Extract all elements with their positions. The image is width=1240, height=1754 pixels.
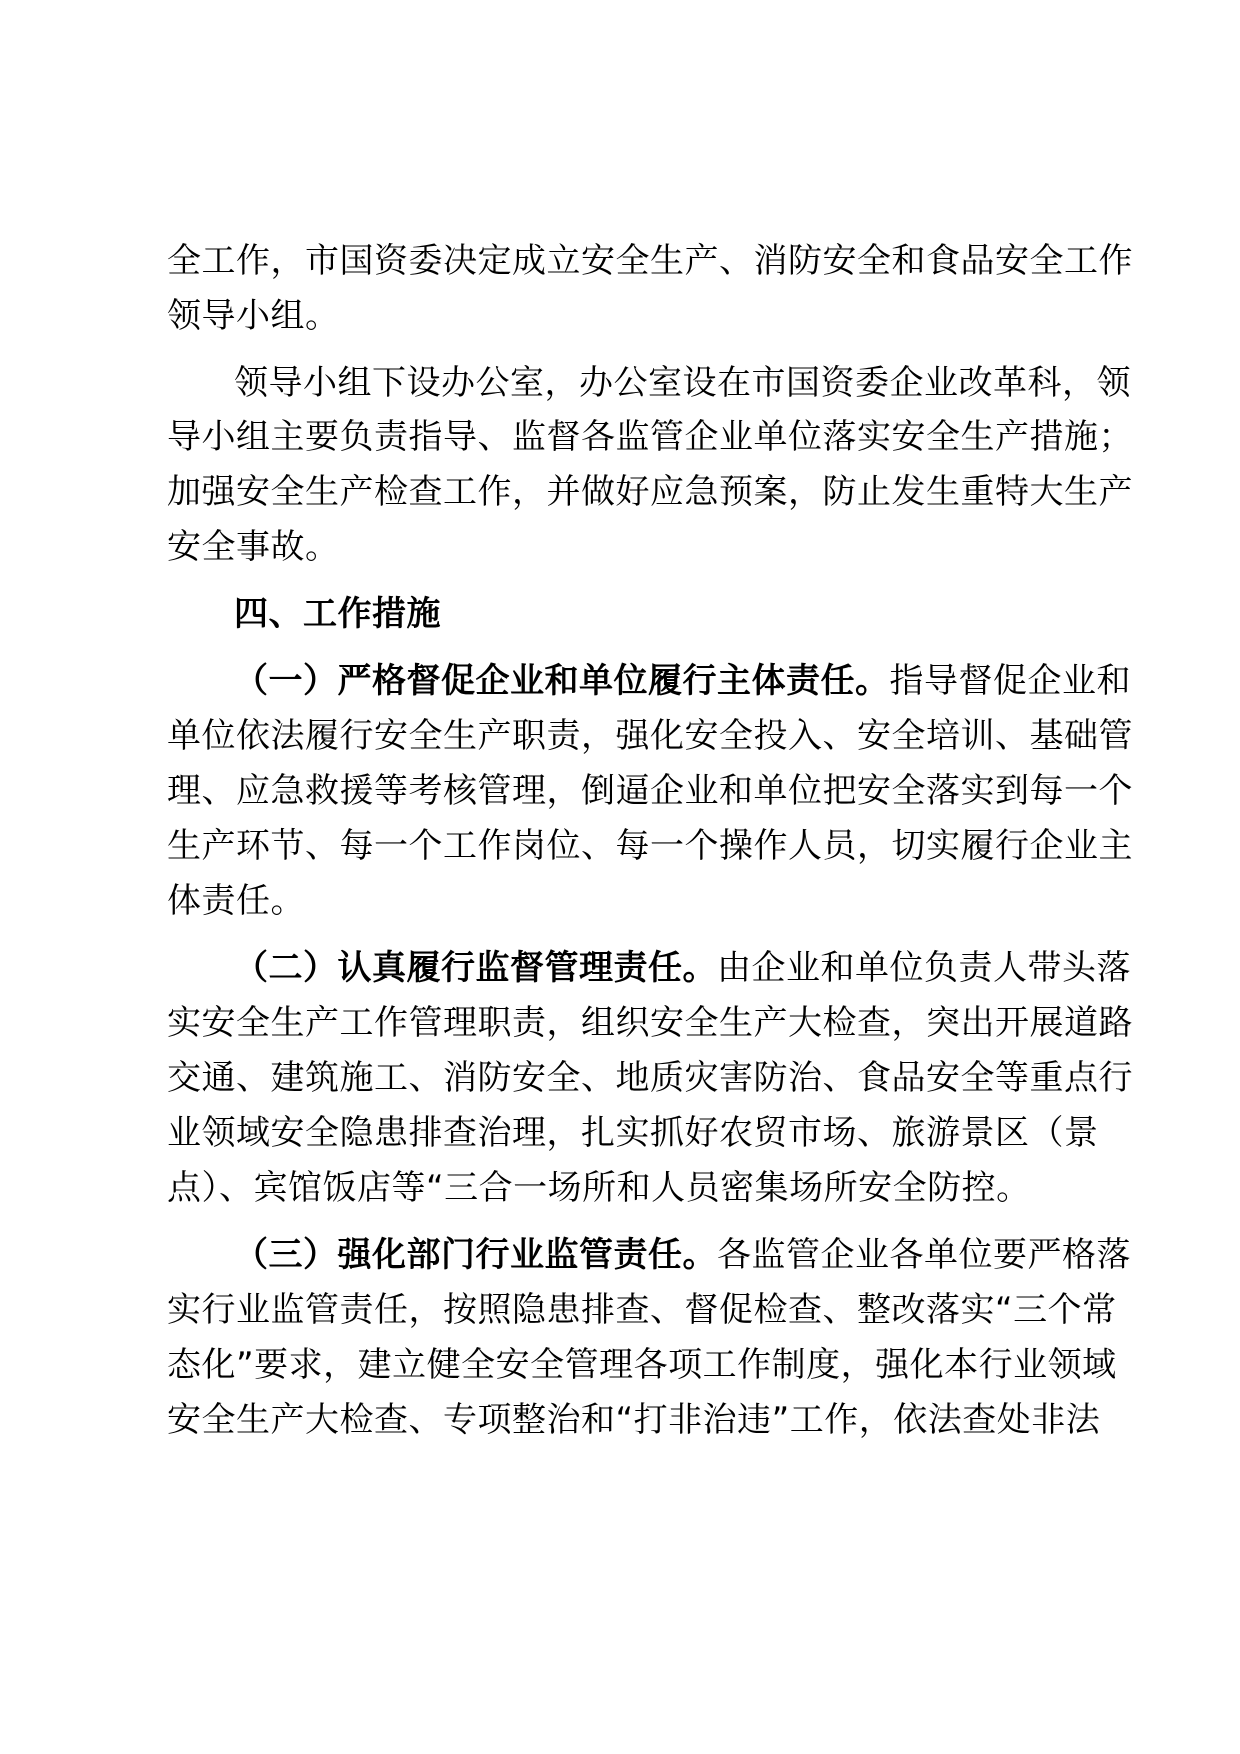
text-line: 点）、宾馆饭店等“三合一场所和人员密集场所安全防控。 bbox=[167, 1168, 1031, 1208]
text-line: 实安全生产工作管理职责，组织安全生产大检查，突出开展道路 bbox=[167, 1003, 1133, 1043]
text-line: 业领域安全隐患排查治理，扎实抓好农贸市场、旅游景区（景 bbox=[167, 1113, 1099, 1153]
text-line: 生产环节、每一个工作岗位、每一个操作人员，切实履行企业主 bbox=[167, 826, 1133, 866]
text-line: 安全生产大检查、专项整治和“打非治违”工作，依法查处非法 bbox=[167, 1400, 1101, 1440]
text-line: 交通、建筑施工、消防安全、地质灾害防治、食品安全等重点行 bbox=[167, 1058, 1133, 1098]
text-line: 安全事故。 bbox=[167, 527, 340, 567]
paragraph-start-line: 领导小组下设办公室，办公室设在市国资委企业改革科，领 bbox=[234, 363, 1131, 403]
item-heading: （三）强化部门行业监管责任。 bbox=[234, 1235, 717, 1275]
item-heading: （一）严格督促企业和单位履行主体责任。 bbox=[234, 661, 890, 701]
text-line: 实行业监管责任，按照隐患排查、督促检查、整改落实“三个常 bbox=[167, 1290, 1117, 1330]
text-line: 态化”要求，建立健全安全管理各项工作制度，强化本行业领域 bbox=[167, 1345, 1117, 1385]
text-line: 导小组主要负责指导、监督各监管企业单位落实安全生产措施； bbox=[167, 417, 1133, 457]
text-line: 单位依法履行安全生产职责，强化安全投入、安全培训、基础管 bbox=[167, 716, 1133, 756]
text-line: 理、应急救援等考核管理，倒逼企业和单位把安全落实到每一个 bbox=[167, 771, 1133, 811]
section-heading: 四、工作措施 bbox=[234, 594, 441, 634]
paragraph-start-line: （三）强化部门行业监管责任。各监管企业各单位要严格落 bbox=[234, 1235, 1131, 1275]
paragraph-start-line: （二）认真履行监督管理责任。由企业和单位负责人带头落 bbox=[234, 948, 1131, 988]
text-line: 全工作，市国资委决定成立安全生产、消防安全和食品安全工作 bbox=[167, 241, 1133, 281]
text-line: 加强安全生产检查工作，并做好应急预案，防止发生重特大生产 bbox=[167, 472, 1133, 512]
text-line: 领导小组。 bbox=[167, 296, 340, 336]
text-line: 体责任。 bbox=[167, 881, 305, 921]
item-heading: （二）认真履行监督管理责任。 bbox=[234, 948, 717, 988]
paragraph-start-line: （一）严格督促企业和单位履行主体责任。指导督促企业和 bbox=[234, 661, 1131, 701]
